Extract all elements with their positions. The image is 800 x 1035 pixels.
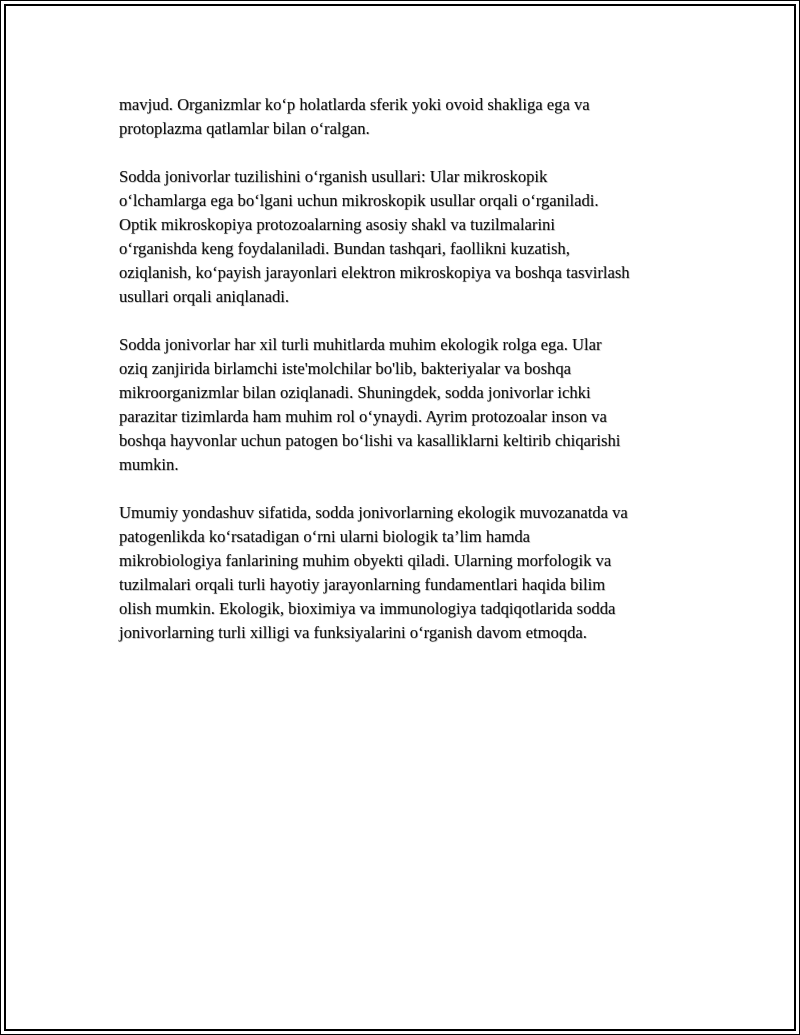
- paragraph-ecological-role: [119, 333, 699, 477]
- text-line: mumkin.: [119, 455, 179, 474]
- paragraph-study-methods: [119, 165, 699, 309]
- text-line: mikroorganizmlar bilan oziqlanadi. Shuningdek, sodda jonivorlar ichki: [119, 383, 591, 402]
- text-line: mavjud. Organizmlar ko‘p holatlarda sferik yoki ovoid shakliga ega va: [119, 95, 590, 114]
- text-line: oziq zanjirida birlamchi iste'molchilar bo'lib, bakteriyalar va boshqa: [119, 359, 572, 378]
- paragraph-conclusion: [119, 501, 699, 645]
- text-line: o‘rganishda keng foydalaniladi. Bundan tashqari, faollikni kuzatish,: [119, 239, 570, 258]
- text-line: Sodda jonivorlar har xil turli muhitlarda muhim ekologik rolga ega. Ular: [119, 335, 602, 354]
- text-line: boshqa hayvonlar uchun patogen bo‘lishi va kasalliklarni keltirib chiqarishi: [119, 431, 621, 450]
- text-line: usullari orqali aniqlanadi.: [119, 287, 290, 306]
- text-line: tuzilmalari orqali turli hayotiy jarayonlarning fundamentlari haqida bilim: [119, 575, 606, 594]
- text-line: patogenlikda ko‘rsatadigan o‘rni ularni biologik ta’lim hamda: [119, 527, 531, 546]
- text-line: mikrobiologiya fanlarining muhim obyekti qiladi. Ularning morfologik va: [119, 551, 612, 570]
- text-line: jonivorlarning turli xilligi va funksiyalarini o‘rganish davom etmoqda.: [119, 623, 587, 642]
- text-line: Umumiy yondashuv sifatida, sodda jonivorlarning ekologik muvozanatda va: [119, 503, 628, 522]
- text-line: protoplazma qatlamlar bilan o‘ralgan.: [119, 119, 370, 138]
- text-line: Sodda jonivorlar tuzilishini o‘rganish usullari: Ular mikroskopik: [119, 167, 548, 186]
- text-line: Optik mikroskopiya protozoalarning asosiy shakl va tuzilmalarini: [119, 215, 555, 234]
- document-body: [119, 93, 699, 669]
- text-line: oziqlanish, ko‘payish jarayonlari elektron mikroskopiya va boshqa tasvirlash: [119, 263, 630, 282]
- paragraph-continuation: [119, 93, 699, 141]
- text-line: parazitar tizimlarda ham muhim rol o‘ynaydi. Ayrim protozoalar inson va: [119, 407, 607, 426]
- text-line: olish mumkin. Ekologik, bioximiya va immunologiya tadqiqotlarida sodda: [119, 599, 616, 618]
- text-line: o‘lchamlarga ega bo‘lgani uchun mikroskopik usullar orqali o‘rganiladi.: [119, 191, 599, 210]
